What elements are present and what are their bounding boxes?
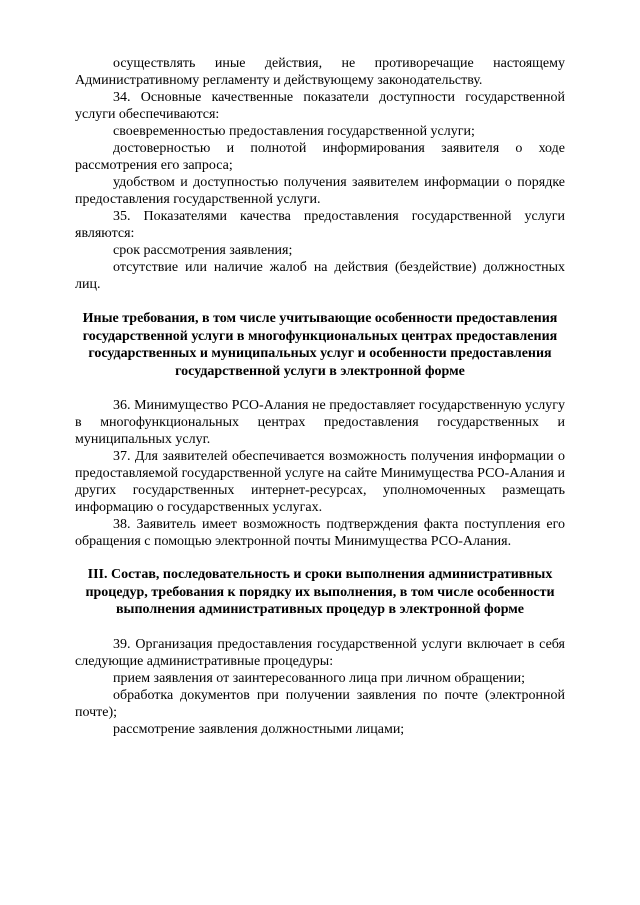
paragraph-item-37: 37. Для заявителей обеспечивается возможность получения информации о предоставляемой государственной услуге на сайте Минимущества РСО-Алания и других государственных интернет-ресурсах, уполномоченных размещать информацию о государственных услугах.: [75, 449, 565, 515]
paragraph-item-38: 38. Заявитель имеет возможность подтверждения факта поступления его обращения с помощью электронной почты Минимущества РСО-Алания.: [75, 517, 565, 549]
spacer: [75, 550, 565, 566]
list-item: достоверностью и полнотой информирования заявителя о ходе рассмотрения его запроса;: [75, 141, 565, 173]
spacer: [75, 619, 565, 636]
list-item: срок рассмотрения заявления;: [113, 243, 293, 258]
paragraph-item-39: 39. Организация предоставления государственной услуги включает в себя следующие административные процедуры:: [75, 636, 565, 669]
list-item: обработка документов при получении заявления по почте (электронной почте);: [75, 687, 565, 720]
list-item: рассмотрение заявления должностными лицами;: [113, 721, 405, 737]
paragraph: осуществлять иные действия, не противоречащие настоящему Административному регламенту и действующему законодательству.: [75, 56, 565, 88]
list-item: прием заявления от заинтересованного лица при личном обращении;: [113, 670, 526, 686]
spacer: [75, 380, 565, 397]
text-column: [75, 55, 565, 738]
paragraph-item-34: 34. Основные качественные показатели доступности государственной услуги обеспечиваются:: [75, 90, 565, 122]
paragraph-item-35: 35. Показателями качества предоставления государственной услуги являются:: [75, 209, 565, 241]
list-item: отсутствие или наличие жалоб на действия (бездействие) должностных лиц.: [75, 260, 565, 292]
chapter-heading: III. Состав, последовательность и сроки выполнения административных процедур, требования к порядку их выполнения, в том числе особенности выполнения административных процедур в электронной форме: [85, 567, 555, 617]
list-item: удобством и доступностью получения заявителем информации о порядке предоставления государственной услуги.: [75, 175, 565, 207]
paragraph-item-36: 36. Минимущество РСО-Алания не предоставляет государственную услугу в многофункциональных центрах предоставления государственных и муниципальных услуг.: [75, 398, 565, 447]
spacer: [75, 293, 565, 310]
list-item: своевременностью предоставления государственной услуги;: [113, 124, 475, 139]
section-heading: Иные требования, в том числе учитывающие особенности предоставления государственной услуги в многофункциональных центрах предоставления государственных и муниципальных услуг и особенности предоставления государственной услуги в электронной форме: [82, 311, 558, 379]
